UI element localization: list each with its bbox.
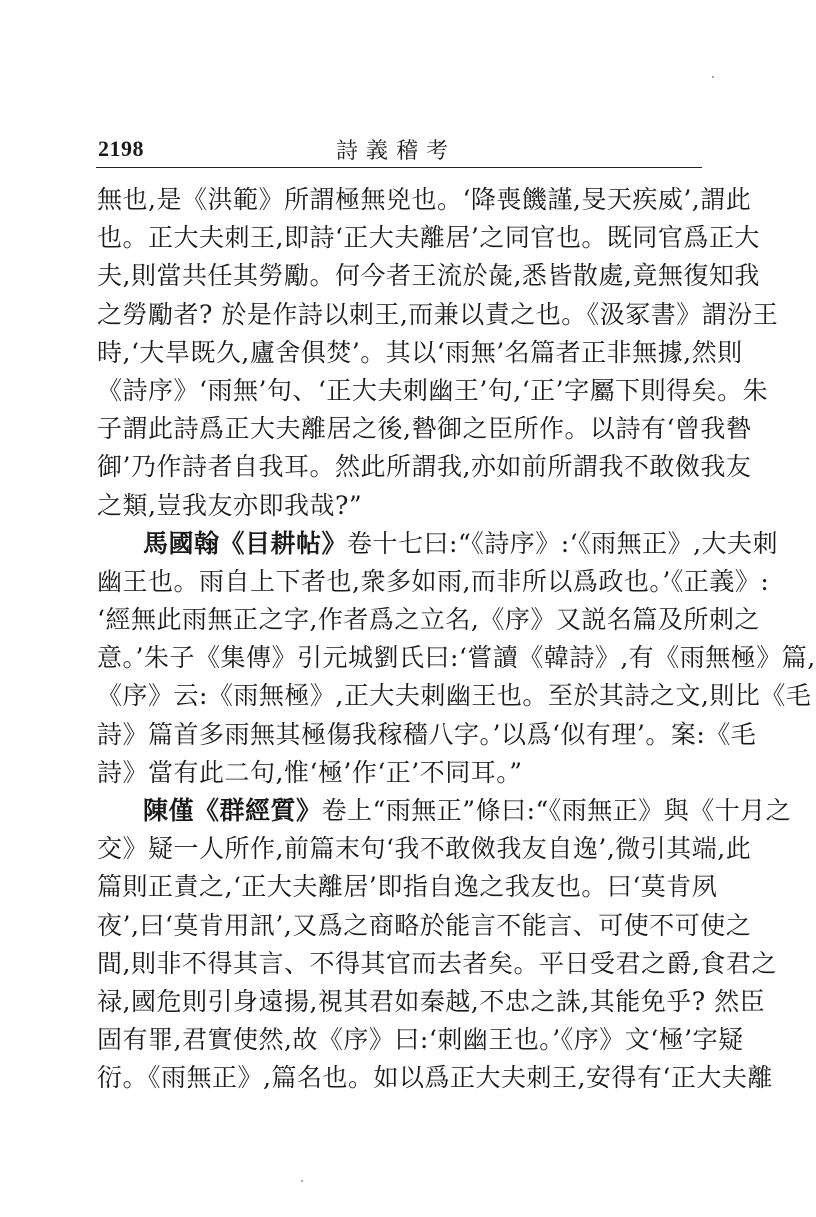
text-line: 時,‘大旱既久,廬舍俱焚’。其以‘雨無’名篇者正非無據,然則 xyxy=(97,337,743,367)
text-line: 《序》云:《雨無極》,正大夫刺幽王也。至於其詩之文,則比《毛 xyxy=(97,681,812,711)
text-line: 意。’朱子《集傳》引元城劉氏曰:‘嘗讀《韓詩》,有《雨無極》篇, xyxy=(97,643,816,673)
text-line: 也。正大夫刺王,即詩‘正大夫離居’之同官也。既同官爲正大 xyxy=(97,223,760,253)
author-work-lead: 陳僅《群經質》 xyxy=(143,796,322,825)
text-line: 禄,國危則引身遠揚,視其君如秦越,不忠之誅,其能免乎? 然臣 xyxy=(97,986,766,1016)
page-number: 2198 xyxy=(98,136,144,161)
text-line: 衍。《雨無正》,篇名也。如以爲正大夫刺王,安得有‘正大夫離 xyxy=(97,1063,773,1093)
text-line: 之勞勵者? 於是作詩以刺王,而兼以責之也。《汲冢書》謂汾王 xyxy=(97,299,779,329)
text-line: 御’乃作詩者自我耳。然此所謂我,亦如前所謂我不敢傚我友 xyxy=(97,452,752,482)
scan-speck xyxy=(301,1180,303,1182)
scan-speck xyxy=(712,76,714,78)
text-line: 篇則正責之,‘正大夫離居’即指自逸之我友也。曰‘莫肯夙 xyxy=(97,872,718,902)
text-line: 詩》篇首多雨無其極傷我稼穡八字。’以爲‘似有理’。案:《毛 xyxy=(97,719,757,749)
body-text xyxy=(97,181,816,1098)
running-title: 詩義稽考 xyxy=(336,139,457,164)
text-line: 交》疑一人所作,前篇末句‘我不敢傚我友自逸’,微引其端,此 xyxy=(97,834,752,864)
author-work-lead: 馬國翰《目耕帖》 xyxy=(143,528,348,558)
text-run: 卷十七曰:“《詩序》:‘《雨無正》,大夫刺 xyxy=(347,528,779,558)
text-line: 夜’,曰‘莫肯用訊’,又爲之商略於能言不能言、可使不可使之 xyxy=(97,910,752,940)
text-line: 詩》當有此二句,惟‘極’作‘正’不同耳。” xyxy=(97,757,523,787)
text-line: 幽王也。雨自上下者也,衆多如雨,而非所以爲政也。’《正義》: xyxy=(97,566,770,596)
text-line: 子謂此詩爲正大夫離居之後,暬御之臣所作。以詩有‘曾我暬 xyxy=(97,414,752,444)
text-line: 夫,則當共任其勞勵。何今者王流於彘,悉皆散處,竟無復知我 xyxy=(97,261,760,291)
paragraph-start-line xyxy=(97,525,779,563)
text-line: 間,則非不得其言、不得其官而去者矣。平日受君之爵,食君之 xyxy=(97,948,777,978)
text-line: 《詩序》‘雨無’句、‘正大夫刺幽王’句,‘正’字屬下則得矣。朱 xyxy=(97,375,769,405)
text-line: 無也,是《洪範》所謂極無兇也。‘降喪饑謹,旻天疾威’,謂此 xyxy=(97,185,752,214)
text-line: 固有罪,君實使然,故《序》曰:‘刺幽王也。’《序》文‘極’字疑 xyxy=(97,1025,744,1055)
text-run: 卷上“雨無正”條曰:“《雨無正》與《十月之 xyxy=(321,796,792,825)
paragraph-start-line xyxy=(97,792,792,830)
text-line: ‘經無此雨無正之字,作者爲之立名,《序》又説名篇及所刺之 xyxy=(97,605,760,635)
text-line: 之類,豈我友亦即我哉?” xyxy=(97,490,363,520)
header-rule xyxy=(96,167,702,168)
